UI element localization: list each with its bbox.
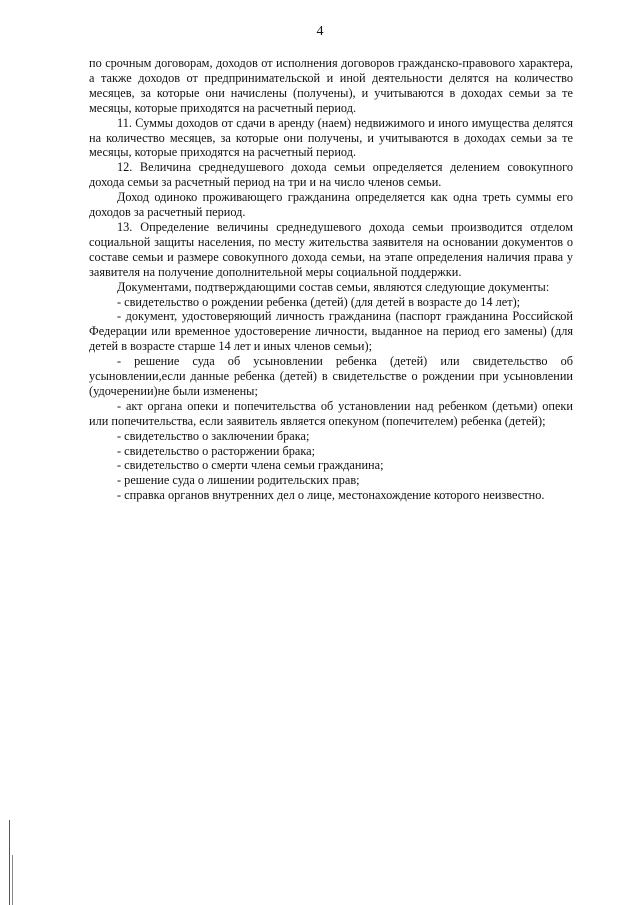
document-body: [89, 56, 573, 503]
paragraph-documents-intro: Документами, подтверждающими состав семьи, являются следующие документы:: [117, 279, 550, 294]
list-item-missing-person-certificate: - справка органов внутренних дел о лице, местонахождение которого неизвестно.: [117, 488, 545, 503]
paragraph-13-determination: 13. Определение величины среднедушевого дохода семьи производится отделом социальной защиты населения, по месту жительства заявителя на основании документов о составе семьи и размере совокупного дохода семьи, на этапе определения наличия права у заявителя на получение дополнительной меры социальной поддержки.: [89, 219, 573, 279]
list-item-death-certificate: - свидетельство о смерти члена семьи гражданина;: [117, 458, 384, 473]
list-item-adoption-decision: - решение суда об усыновлении ребенка (детей) или свидетельство об усыновлении,если данные ребенка (детей) в свидетельстве о рождении при усыновлении (удочерении)не были изменены;: [89, 354, 573, 398]
page-number: 4: [316, 24, 324, 39]
paragraph-12-average-income: 12. Величина среднедушевого дохода семьи определяется делением совокупного дохода семьи за расчетный период на три и на число членов семьи.: [89, 160, 573, 190]
list-item-marriage-certificate: - свидетельство о заключении брака;: [117, 428, 310, 443]
paragraph-income-contracts: по срочным договорам, доходов от исполнения договоров гражданско-правового характера, а также доходов от предпринимательской и иной деятельности делятся на количество месяцев, за которые они начислены (получены), и учитываются в доходах семьи за те месяцы, которые приходятся на расчетный период.: [89, 56, 573, 115]
paragraph-single-person-income: Доход одиноко проживающего гражданина определяется как одна треть суммы его доходов за расчетный период.: [89, 190, 573, 220]
scan-edge-mark-secondary: [12, 855, 13, 905]
list-item-divorce-certificate: - свидетельство о расторжении брака;: [117, 443, 316, 458]
list-item-guardianship-act: - акт органа опеки и попечительства об установлении над ребенком (детьми) опеки или попечительства, если заявитель является опекуном (попечителем) ребенка (детей);: [89, 398, 573, 428]
list-item-identity-document: - документ, удостоверяющий личность гражданина (паспорт гражданина Российской Федерации или временное удостоверение личности, выданное на период его замены) (для детей в возрасте старше 14 лет и иных членов семьи);: [89, 309, 573, 354]
list-item-birth-certificate: - свидетельство о рождении ребенка (детей) (для детей в возрасте до 14 лет);: [117, 294, 521, 309]
paragraph-11-rental-income: 11. Суммы доходов от сдачи в аренду (наем) недвижимого и иного имущества делятся на количество месяцев, за которые они получены, и учитываются в доходах семьи за те месяцы, которые приходятся на расчетный период.: [89, 115, 573, 160]
list-item-deprivation-parental-rights: - решение суда о лишении родительских прав;: [117, 473, 360, 488]
scan-edge-mark: [9, 820, 10, 905]
